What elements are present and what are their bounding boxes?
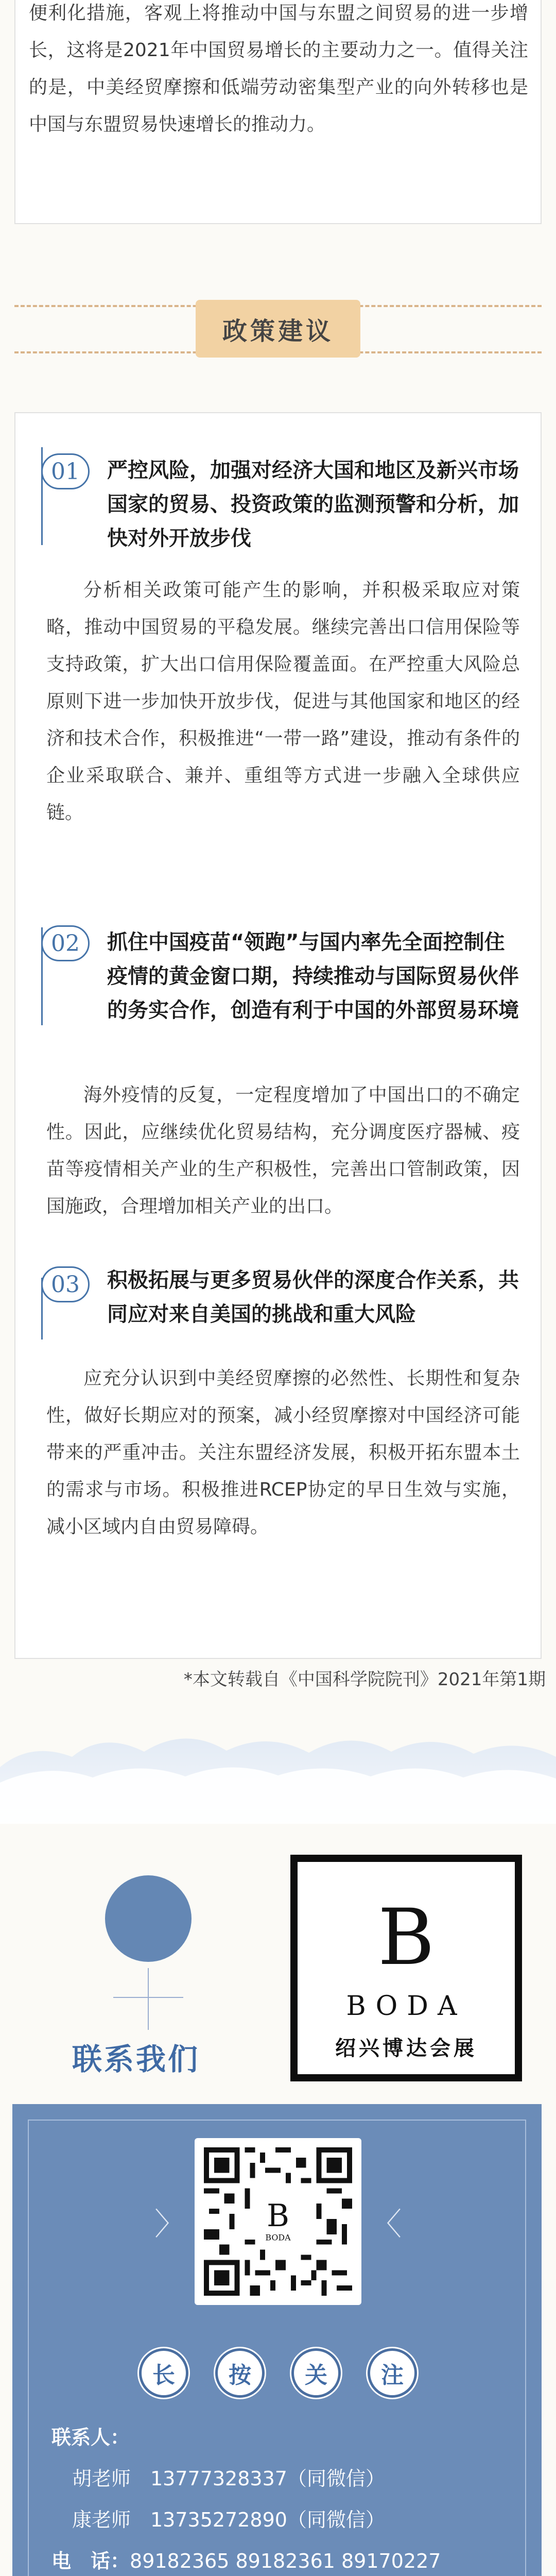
decor-circle — [105, 1875, 192, 1962]
policy-3-headline: 积极拓展与更多贸易伙伴的深度合作关系，共同应对来自美国的挑战和重大风险 — [107, 1268, 519, 1326]
press-char-2: 按 — [215, 2348, 265, 2398]
policy-1-headline: 严控风险，加强对经济大国和地区及新兴市场国家的贸易、投资政策的监测预警和分析，加快对外开放步伐 — [107, 459, 519, 550]
decor-cross-vertical — [148, 1968, 149, 2030]
boda-logo — [290, 1855, 522, 2081]
contact-kang: 康老师 13735272890（同微信） — [72, 2509, 385, 2531]
contacts-label: 联系人： — [51, 2426, 130, 2449]
press-char-4: 注 — [368, 2348, 417, 2398]
policy-2-number: 02 — [41, 925, 90, 961]
qr-center-letter: B — [267, 2198, 289, 2234]
policy-3-number: 03 — [41, 1266, 90, 1302]
logo-chinese-name: 绍兴博达会展 — [335, 2037, 477, 2060]
contact-hu: 胡老师 13777328337（同微信） — [72, 2467, 385, 2490]
press-char-1: 长 — [139, 2348, 188, 2398]
policy-1-line — [41, 447, 43, 545]
press-char-3: 关 — [291, 2348, 341, 2398]
qr-center-word: BODA — [265, 2232, 291, 2243]
policy-1-number: 01 — [41, 453, 90, 489]
qr-code-image — [204, 2147, 352, 2296]
policy-3-body: 应充分认识到中美经贸摩擦的必然性、长期性和复杂性，做好长期应对的预案，减小经贸摩擦对中国经济可能带来的严重冲击。关注东盟经济发展，积极开拓东盟本土的需求与市场。积极推进RCEP协定的早日生效与实施，减小区域内自由贸易障碍。 — [46, 1368, 520, 1537]
chevron-left-icon: 〈 — [371, 2207, 402, 2243]
chevron-right-icon: 〉 — [154, 2207, 185, 2243]
logo-letter: B — [377, 1893, 435, 1982]
qr-code[interactable] — [195, 2138, 361, 2305]
intro-paragraph: 便利化措施，客观上将推动中国与东盟之间贸易的进一步增长，这将是2021年中国贸易增长的主要动力之一。值得关注的是，中美经贸摩擦和低端劳动密集型产业的向外转移也是中国与东盟贸易快速增长的推动力。 — [29, 3, 528, 135]
policy-1-body: 分析相关政策可能产生的影响，并积极采取应对策略，推动中国贸易的平稳发展。继续完善出口信用保险等支持政策，扩大出口信用保险覆盖面。在严控重大风险总原则下进一步加快开放步伐，促进与其他国家和地区的经济和技术合作，积极推进“一带一路”建设，推动有条件的企业采取联合、兼并、重组等方式进一步融入全球供应链。 — [46, 580, 520, 823]
cloud-decoration — [0, 1710, 556, 1824]
source-note: *本文转载自《中国科学院院刊》2021年第1期 — [183, 1669, 546, 1690]
press-to-follow — [0, 2348, 556, 2398]
logo-word: BODA — [346, 1991, 466, 2022]
intro-card — [14, 0, 542, 224]
policy-2-headline: 抓住中国疫苗“领跑”与国内率先全面控制住疫情的黄金窗口期，持续推动与国际贸易伙伴的务实合作，创造有利于中国的外部贸易环境 — [107, 930, 519, 1022]
policy-2-body: 海外疫情的反复，一定程度增加了中国出口的不确定性。因此，应继续优化贸易结构，充分调度医疗器械、疫苗等疫情相关产业的生产积极性，完善出口管制政策，因国施政，合理增加相关产业的出口。 — [46, 1084, 520, 1217]
decor-cross-horizontal — [113, 1997, 183, 1998]
section-title: 政策建议 — [196, 300, 360, 358]
phone-row: 电 话：89182365 89182361 89170227 — [51, 2550, 441, 2572]
contact-title: 联系我们 — [72, 2042, 200, 2077]
